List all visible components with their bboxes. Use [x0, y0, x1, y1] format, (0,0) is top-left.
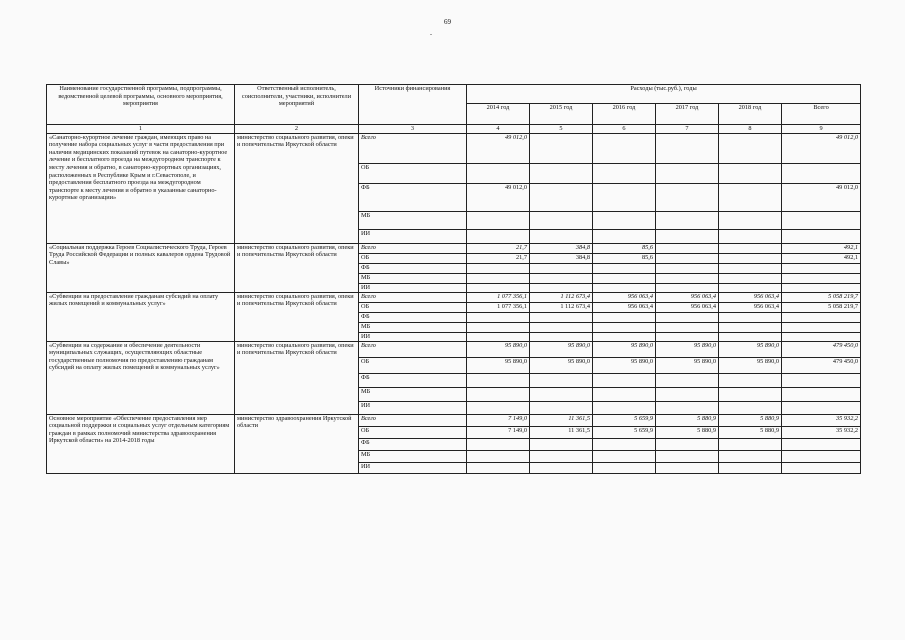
- header-funding-source: Источники финансирования: [359, 85, 467, 125]
- amount-cell: [530, 312, 593, 322]
- funding-source: МБ: [359, 211, 467, 229]
- amount-cell: 492,1: [782, 253, 861, 263]
- amount-cell: [719, 450, 782, 462]
- table-row: [47, 133, 861, 163]
- amount-cell: [467, 462, 530, 473]
- amount-cell: 5 880,9: [719, 426, 782, 438]
- amount-cell: [719, 401, 782, 414]
- funding-source: Всего: [359, 292, 467, 302]
- amount-cell: [719, 263, 782, 273]
- amount-cell: [593, 373, 656, 387]
- funding-source: ОБ: [359, 426, 467, 438]
- header-row-top: [47, 85, 861, 104]
- amount-cell: 11 361,5: [530, 426, 593, 438]
- amount-cell: [782, 387, 861, 401]
- funding-source: ОБ: [359, 357, 467, 373]
- amount-cell: [782, 163, 861, 183]
- amount-cell: 1 112 673,4: [530, 302, 593, 312]
- column-index-6: 7: [656, 125, 719, 134]
- amount-cell: [530, 387, 593, 401]
- funding-source: ИИ: [359, 229, 467, 243]
- program-executor: министерство здравоохранения Иркутской области: [235, 414, 359, 473]
- program-title: «Субвенции на содержание и обеспечение деятельности муниципальных служащих, осуществляющих областные государственные полномочия по предоставлению гражданам субсидий на оплату жилых помещений и коммунальных услуг»: [47, 341, 235, 414]
- amount-cell: 95 890,0: [530, 357, 593, 373]
- page-number: 69: [444, 18, 451, 26]
- amount-cell: [593, 229, 656, 243]
- amount-cell: [656, 273, 719, 283]
- amount-cell: [656, 332, 719, 341]
- column-index-3: 4: [467, 125, 530, 134]
- amount-cell: 5 880,9: [656, 426, 719, 438]
- amount-cell: [530, 163, 593, 183]
- amount-cell: [656, 283, 719, 292]
- amount-cell: 35 932,2: [782, 414, 861, 426]
- amount-cell: 95 890,0: [656, 357, 719, 373]
- amount-cell: [719, 253, 782, 263]
- amount-cell: [782, 263, 861, 273]
- header-index-row: [47, 125, 861, 134]
- amount-cell: [467, 312, 530, 322]
- amount-cell: 5 880,9: [656, 414, 719, 426]
- funding-source: ОБ: [359, 253, 467, 263]
- column-index-0: 1: [47, 125, 235, 134]
- amount-cell: 1 112 673,4: [530, 292, 593, 302]
- header-year-5: Всего: [782, 104, 861, 125]
- amount-cell: [719, 462, 782, 473]
- amount-cell: [782, 332, 861, 341]
- amount-cell: [656, 163, 719, 183]
- amount-cell: 384,8: [530, 243, 593, 253]
- amount-cell: [719, 183, 782, 211]
- column-index-8: 9: [782, 125, 861, 134]
- amount-cell: [782, 283, 861, 292]
- amount-cell: [782, 401, 861, 414]
- amount-cell: [530, 322, 593, 332]
- header-expenses: Расходы (тыс.руб.), годы: [467, 85, 861, 104]
- amount-cell: 1 077 356,1: [467, 302, 530, 312]
- amount-cell: [656, 387, 719, 401]
- amount-cell: [593, 312, 656, 322]
- amount-cell: [656, 312, 719, 322]
- table-row: [47, 341, 861, 357]
- amount-cell: [593, 438, 656, 450]
- amount-cell: 7 149,0: [467, 414, 530, 426]
- funding-source: ФБ: [359, 263, 467, 273]
- program-executor: министерство социального развития, опеки и попечительства Иркутской области: [235, 133, 359, 243]
- amount-cell: [656, 462, 719, 473]
- amount-cell: [719, 133, 782, 163]
- amount-cell: [593, 401, 656, 414]
- amount-cell: [530, 133, 593, 163]
- amount-cell: [719, 283, 782, 292]
- header-year-2: 2016 год: [593, 104, 656, 125]
- amount-cell: [782, 462, 861, 473]
- amount-cell: [656, 253, 719, 263]
- funding-source: ОБ: [359, 302, 467, 312]
- amount-cell: 956 063,4: [593, 292, 656, 302]
- funding-source: МБ: [359, 450, 467, 462]
- amount-cell: [656, 133, 719, 163]
- amount-cell: 95 890,0: [593, 357, 656, 373]
- amount-cell: [656, 183, 719, 211]
- amount-cell: [719, 322, 782, 332]
- amount-cell: [719, 273, 782, 283]
- amount-cell: [530, 211, 593, 229]
- program-title: Основное мероприятие «Обеспечение предоставления мер социальной поддержки и социальных услуг отдельным категориям граждан в рамках полномочий министерства здравоохранения Иркутской области» на 2014-2018 годы: [47, 414, 235, 473]
- amount-cell: [530, 401, 593, 414]
- amount-cell: [530, 373, 593, 387]
- amount-cell: 21,7: [467, 253, 530, 263]
- amount-cell: 85,6: [593, 253, 656, 263]
- amount-cell: [593, 332, 656, 341]
- amount-cell: 11 361,5: [530, 414, 593, 426]
- table-row: [47, 292, 861, 302]
- funding-source: Всего: [359, 243, 467, 253]
- funding-source: МБ: [359, 273, 467, 283]
- amount-cell: 5 880,9: [719, 414, 782, 426]
- amount-cell: [782, 450, 861, 462]
- amount-cell: [719, 332, 782, 341]
- amount-cell: 49 012,0: [782, 183, 861, 211]
- funding-source: ОБ: [359, 163, 467, 183]
- amount-cell: [530, 283, 593, 292]
- amount-cell: 49 012,0: [782, 133, 861, 163]
- column-index-1: 2: [235, 125, 359, 134]
- header-year-4: 2018 год: [719, 104, 782, 125]
- program-executor: министерство социального развития, опеки и попечительства Иркутской области: [235, 243, 359, 292]
- amount-cell: [467, 211, 530, 229]
- amount-cell: 956 063,4: [656, 292, 719, 302]
- amount-cell: [593, 263, 656, 273]
- amount-cell: [593, 183, 656, 211]
- amount-cell: [467, 263, 530, 273]
- amount-cell: [530, 183, 593, 211]
- amount-cell: [530, 462, 593, 473]
- amount-cell: [656, 322, 719, 332]
- amount-cell: [719, 211, 782, 229]
- amount-cell: [467, 163, 530, 183]
- amount-cell: 85,6: [593, 243, 656, 253]
- amount-cell: [593, 133, 656, 163]
- amount-cell: 95 890,0: [593, 341, 656, 357]
- amount-cell: [467, 401, 530, 414]
- header-year-1: 2015 год: [530, 104, 593, 125]
- amount-cell: [782, 322, 861, 332]
- program-executor: министерство социального развития, опеки и попечительства Иркутской области: [235, 292, 359, 341]
- header-year-3: 2017 год: [656, 104, 719, 125]
- amount-cell: [656, 438, 719, 450]
- amount-cell: 95 890,0: [719, 341, 782, 357]
- column-index-7: 8: [719, 125, 782, 134]
- amount-cell: [593, 387, 656, 401]
- program-executor: министерство социального развития, опеки и попечительства Иркутской области: [235, 341, 359, 414]
- amount-cell: [467, 273, 530, 283]
- amount-cell: [656, 211, 719, 229]
- amount-cell: [782, 373, 861, 387]
- amount-cell: [530, 229, 593, 243]
- scan-mark: .: [430, 28, 432, 37]
- amount-cell: 5 058 219,7: [782, 292, 861, 302]
- amount-cell: [530, 438, 593, 450]
- table-row: [47, 414, 861, 426]
- amount-cell: 95 890,0: [467, 341, 530, 357]
- column-index-4: 5: [530, 125, 593, 134]
- amount-cell: [719, 229, 782, 243]
- header-executor: Ответственный исполнитель, соисполнители, участники, исполнители мероприятий: [235, 85, 359, 125]
- amount-cell: [467, 438, 530, 450]
- amount-cell: 479 450,0: [782, 341, 861, 357]
- amount-cell: [593, 322, 656, 332]
- funding-source: Всего: [359, 341, 467, 357]
- funding-source: ИИ: [359, 283, 467, 292]
- table-body: [47, 133, 861, 473]
- amount-cell: 492,1: [782, 243, 861, 253]
- amount-cell: 479 450,0: [782, 357, 861, 373]
- amount-cell: [530, 332, 593, 341]
- funding-source: ФБ: [359, 183, 467, 211]
- amount-cell: [782, 229, 861, 243]
- amount-cell: [656, 373, 719, 387]
- amount-cell: [467, 450, 530, 462]
- amount-cell: 956 063,4: [656, 302, 719, 312]
- amount-cell: [593, 211, 656, 229]
- amount-cell: [719, 163, 782, 183]
- amount-cell: 95 890,0: [530, 341, 593, 357]
- amount-cell: [593, 450, 656, 462]
- amount-cell: 5 058 219,7: [782, 302, 861, 312]
- amount-cell: [467, 283, 530, 292]
- funding-source: ФБ: [359, 312, 467, 322]
- amount-cell: [656, 229, 719, 243]
- amount-cell: 956 063,4: [719, 292, 782, 302]
- amount-cell: 5 659,9: [593, 426, 656, 438]
- amount-cell: [530, 263, 593, 273]
- program-title: «Социальная поддержка Героев Социалистического Труда, Героев Труда Российской Федерации и полных кавалеров ордена Трудовой Славы»: [47, 243, 235, 292]
- amount-cell: 21,7: [467, 243, 530, 253]
- column-index-5: 6: [593, 125, 656, 134]
- amount-cell: [782, 211, 861, 229]
- funding-source: Всего: [359, 133, 467, 163]
- amount-cell: 956 063,4: [719, 302, 782, 312]
- amount-cell: [719, 312, 782, 322]
- amount-cell: [656, 401, 719, 414]
- funding-source: ФБ: [359, 373, 467, 387]
- funding-source: ИИ: [359, 401, 467, 414]
- amount-cell: 95 890,0: [467, 357, 530, 373]
- amount-cell: 384,8: [530, 253, 593, 263]
- amount-cell: [467, 332, 530, 341]
- funding-source: МБ: [359, 387, 467, 401]
- program-title: «Субвенции на предоставление гражданам субсидий на оплату жилых помещений и коммунальных услуг»: [47, 292, 235, 341]
- funding-source: ИИ: [359, 462, 467, 473]
- amount-cell: [593, 462, 656, 473]
- budget-table: [46, 84, 861, 474]
- amount-cell: 35 932,2: [782, 426, 861, 438]
- amount-cell: [719, 243, 782, 253]
- header-program-name: Наименование государственной программы, подпрограммы, ведомственной целевой программы, основного мероприятия, мероприятия: [47, 85, 235, 125]
- amount-cell: [530, 450, 593, 462]
- amount-cell: 7 149,0: [467, 426, 530, 438]
- amount-cell: 95 890,0: [719, 357, 782, 373]
- amount-cell: 49 012,0: [467, 183, 530, 211]
- table-row: [47, 243, 861, 253]
- amount-cell: 5 659,9: [593, 414, 656, 426]
- funding-source: МБ: [359, 322, 467, 332]
- amount-cell: [530, 273, 593, 283]
- amount-cell: [719, 387, 782, 401]
- amount-cell: [467, 387, 530, 401]
- amount-cell: 956 063,4: [593, 302, 656, 312]
- amount-cell: [782, 438, 861, 450]
- amount-cell: [593, 273, 656, 283]
- amount-cell: [467, 322, 530, 332]
- funding-source: ИИ: [359, 332, 467, 341]
- amount-cell: 49 012,0: [467, 133, 530, 163]
- amount-cell: [719, 373, 782, 387]
- amount-cell: [467, 229, 530, 243]
- amount-cell: 1 077 356,1: [467, 292, 530, 302]
- amount-cell: [782, 312, 861, 322]
- amount-cell: [719, 438, 782, 450]
- column-index-2: 3: [359, 125, 467, 134]
- amount-cell: [593, 283, 656, 292]
- amount-cell: 95 890,0: [656, 341, 719, 357]
- header-year-0: 2014 год: [467, 104, 530, 125]
- amount-cell: [656, 450, 719, 462]
- amount-cell: [656, 263, 719, 273]
- amount-cell: [656, 243, 719, 253]
- funding-source: ФБ: [359, 438, 467, 450]
- amount-cell: [467, 373, 530, 387]
- program-title: «Санаторно-курортное лечение граждан, имеющих право на получение набора социальных услуг в части предоставления при наличии медицинских показаний путевок на санаторно-курортное лечение и бесплатного проезда на междугородном транспорте к месту лечения и обратно, в санаторно-курортных организациях, расположенных в Республике Крым и г.Севастополе, и предоставления бесплатного проезда на междугородном транспорте к месту лечения и обратно в указанные санаторно-курортные организации»: [47, 133, 235, 243]
- amount-cell: [782, 273, 861, 283]
- amount-cell: [593, 163, 656, 183]
- funding-source: Всего: [359, 414, 467, 426]
